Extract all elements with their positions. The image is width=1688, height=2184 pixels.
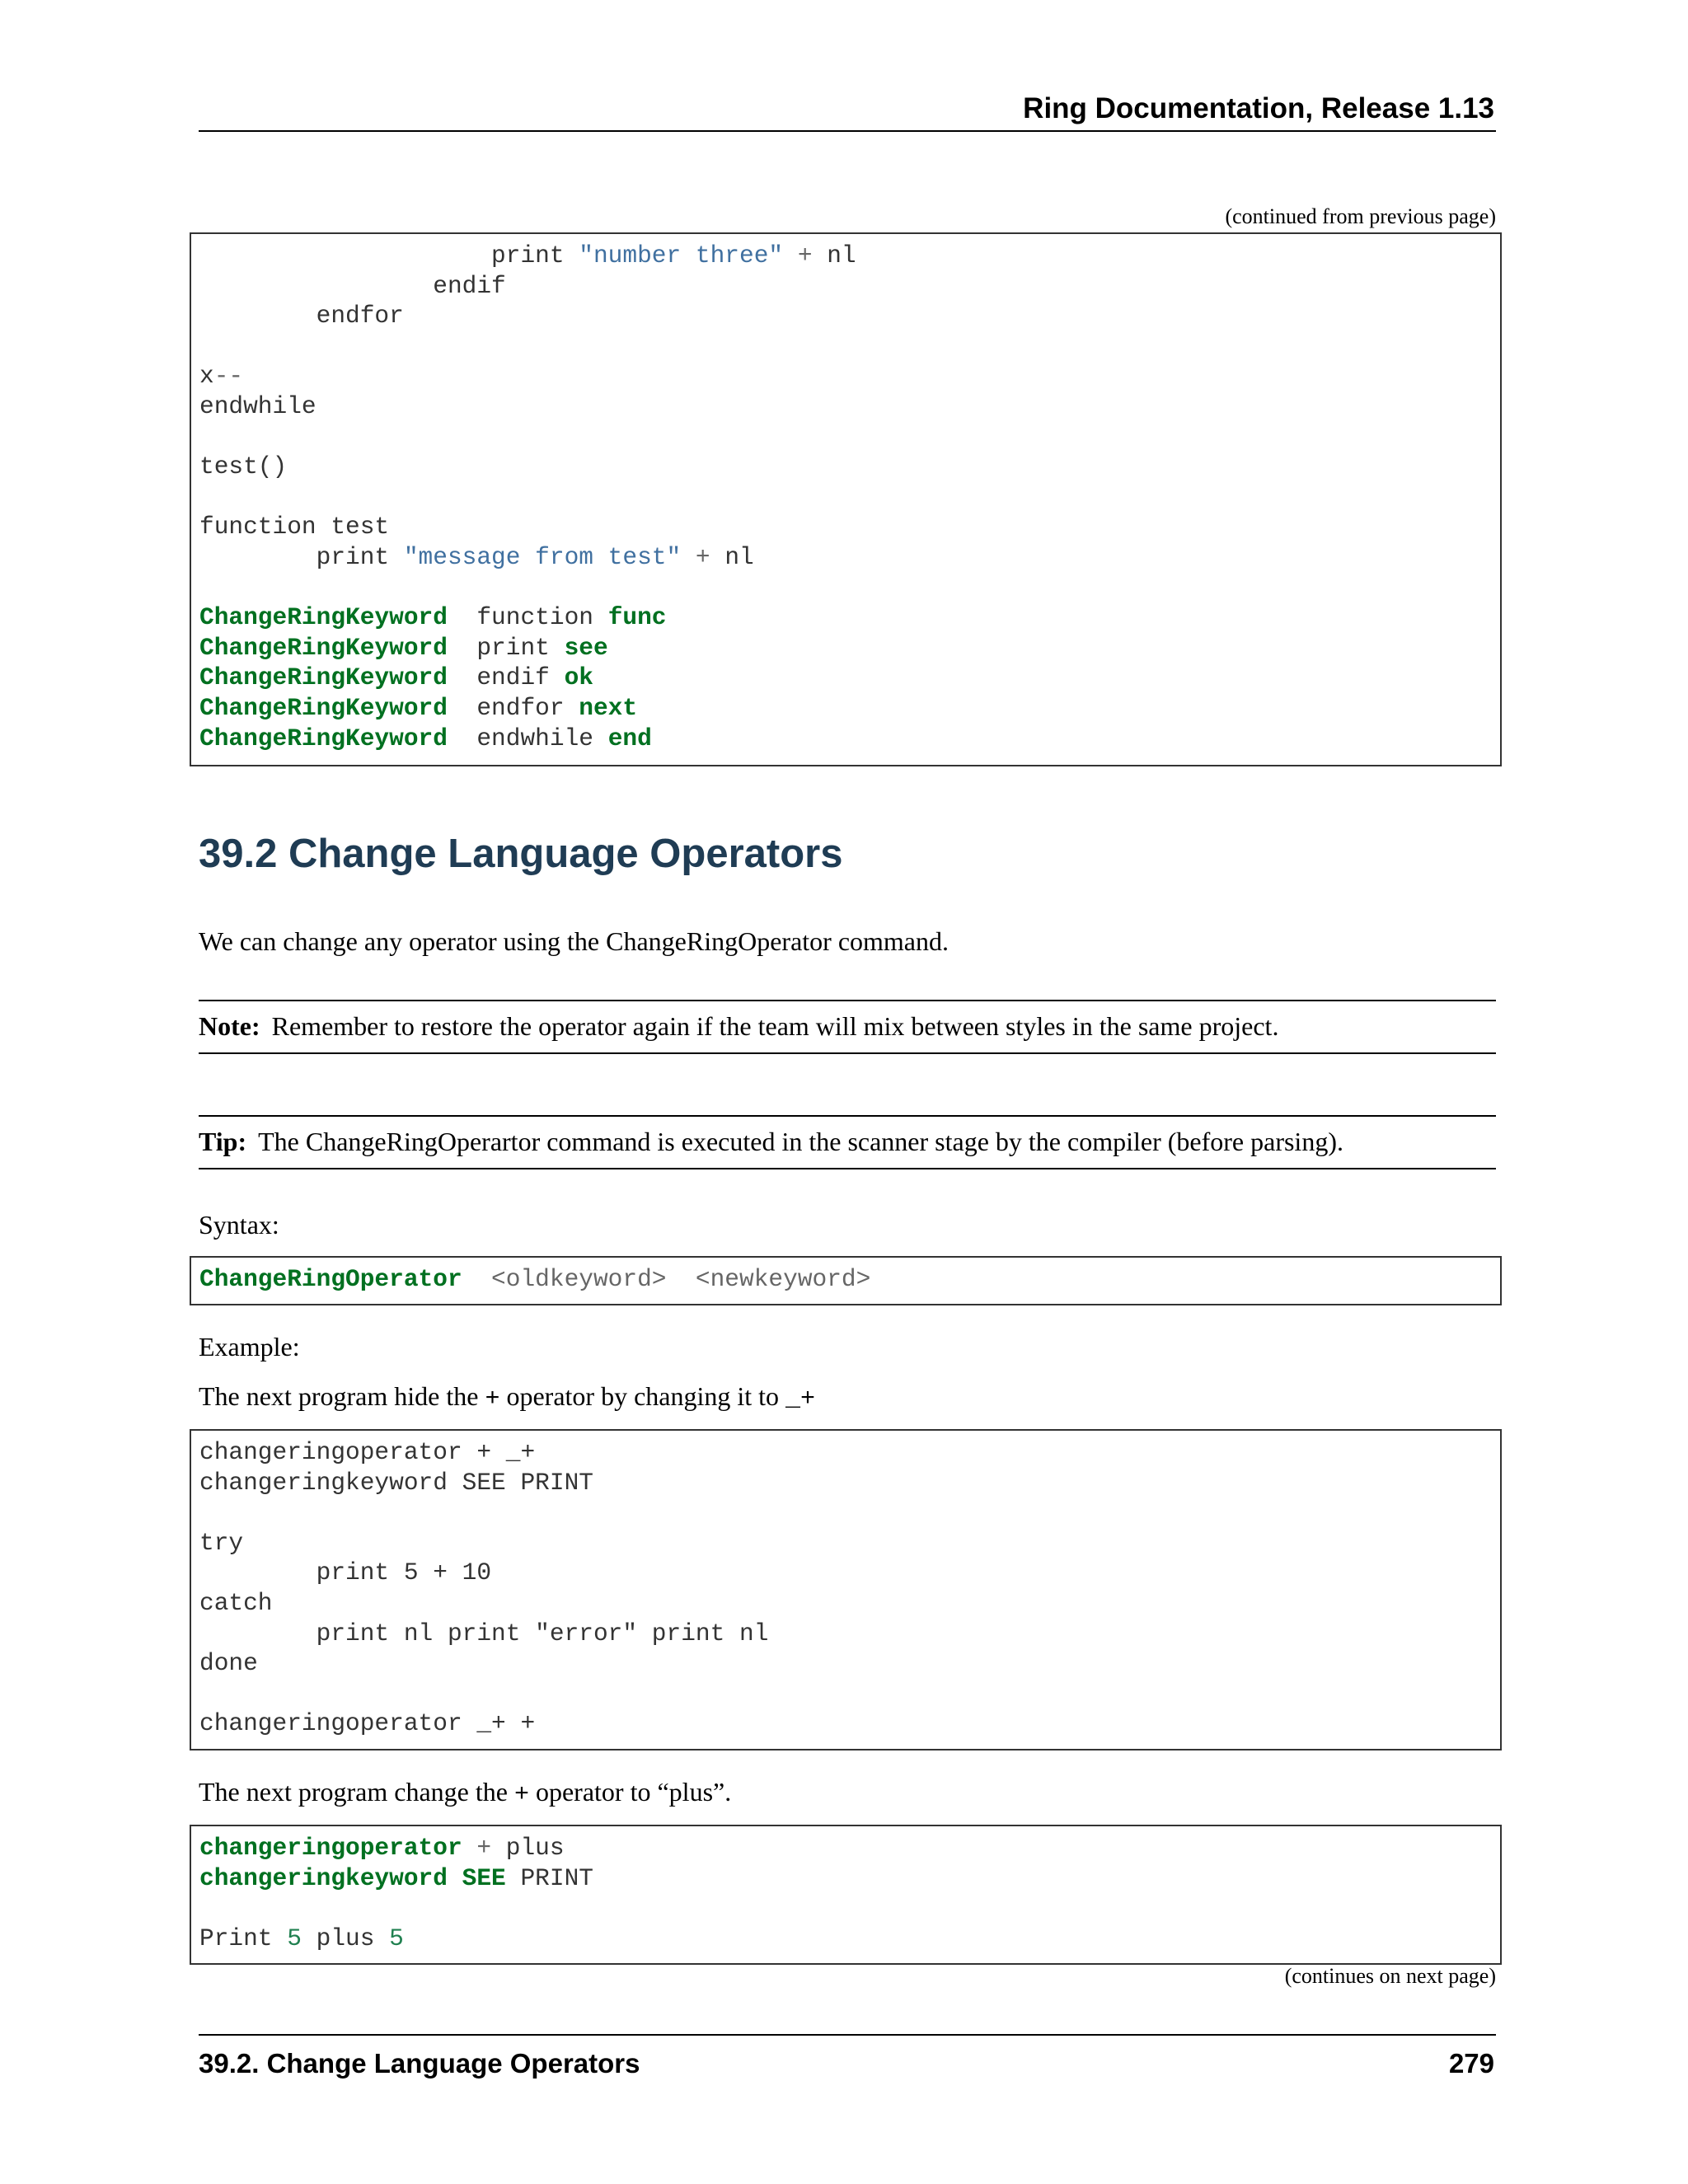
code-line <box>199 1924 1492 1954</box>
page-header <box>199 89 1496 132</box>
code-line <box>199 331 1492 362</box>
footer-section-title: 39.2. Change Language Operators <box>199 2048 640 2079</box>
code-line <box>199 301 1492 331</box>
plus-intro-paragraph: The next program change the + operator to “plus”. <box>199 1777 732 1809</box>
code-token: ok <box>564 663 593 692</box>
code-line <box>199 512 1492 542</box>
code-line <box>199 573 1492 603</box>
code-token: function test <box>199 513 390 541</box>
code-line <box>199 1528 1492 1558</box>
code-token: ChangeRingKeyword <box>199 603 448 632</box>
code-token: + <box>783 241 828 269</box>
code-token <box>448 1864 462 1892</box>
code-line <box>199 724 1492 754</box>
tip-text: The ChangeRingOperartor command is executed in the scanner stage by the compiler (before parsing). <box>258 1127 1343 1156</box>
code-line <box>199 482 1492 513</box>
code-line <box>199 271 1492 302</box>
code-block-keywords <box>190 232 1502 766</box>
code-block-hide-operator <box>190 1429 1502 1750</box>
code-token: function <box>447 603 608 632</box>
tip-admonition <box>199 1115 1496 1169</box>
code-line <box>199 542 1492 573</box>
code-token: done <box>199 1649 258 1678</box>
code-token: see <box>564 633 608 662</box>
code-token: catch <box>199 1588 273 1617</box>
code-token: Print <box>199 1924 288 1952</box>
code-token: print 5 + 10 <box>199 1558 492 1587</box>
code-token: ChangeRingKeyword <box>199 724 448 752</box>
code-token: SEE <box>462 1863 506 1892</box>
code-token: changeringoperator + _+ <box>199 1438 536 1466</box>
code-token: PRINT <box>505 1863 593 1892</box>
code-line <box>199 1863 1492 1894</box>
example-intro-paragraph: The next program hide the + operator by changing it to _+ <box>199 1381 816 1413</box>
code-token: + <box>681 542 725 571</box>
code-token: changeringkeyword SEE PRINT <box>199 1468 593 1497</box>
code-token: next <box>579 693 638 722</box>
code-block-syntax <box>190 1256 1502 1305</box>
code-token: print <box>199 241 579 269</box>
code-line <box>199 1893 1492 1924</box>
code-token: + <box>462 1834 506 1862</box>
code-token: <oldkeyword> <newkeyword> <box>462 1265 871 1293</box>
code-token: -- <box>213 362 244 391</box>
code-line <box>199 241 1492 271</box>
code-line <box>199 422 1492 452</box>
syntax-label: Syntax: <box>199 1210 279 1240</box>
code-token: changeringoperator <box>199 1834 462 1862</box>
code-line <box>199 633 1492 663</box>
code-line <box>199 1679 1492 1709</box>
code-line <box>199 361 1492 391</box>
page-footer <box>199 2034 1496 2085</box>
code-token: test() <box>199 452 288 481</box>
code-token: endwhile <box>447 724 608 752</box>
code-token: end <box>607 724 652 752</box>
section-heading: 39.2 Change Language Operators <box>199 832 843 876</box>
code-token: 5 <box>389 1924 404 1952</box>
code-line <box>199 1833 1492 1863</box>
code-line <box>199 1708 1492 1739</box>
code-token: "number three" <box>579 241 784 269</box>
code-line <box>199 1437 1492 1468</box>
code-token: plus <box>505 1834 565 1862</box>
note-label: Note: <box>199 1011 260 1041</box>
code-token: endfor <box>199 302 404 330</box>
code-block-plus-operator <box>190 1825 1502 1965</box>
code-line <box>199 1588 1492 1619</box>
code-token: changeringkeyword <box>199 1863 448 1892</box>
code-line <box>199 663 1492 693</box>
code-line <box>199 1497 1492 1528</box>
code-token: print <box>199 542 404 571</box>
code-line <box>199 602 1492 633</box>
code-token: endif <box>199 271 506 300</box>
code-token: nl <box>827 241 856 269</box>
code-token: "message from test" <box>403 542 682 571</box>
intro-paragraph: We can change any operator using the ChangeRingOperator command. <box>199 926 949 956</box>
code-line <box>199 452 1492 482</box>
document-title: Ring Documentation, Release 1.13 <box>1023 92 1494 124</box>
code-token: endfor <box>447 693 579 722</box>
code-token: changeringoperator _+ + <box>199 1709 536 1738</box>
code-token: func <box>607 603 667 632</box>
code-token: print nl print "error" print nl <box>199 1619 769 1647</box>
tip-label: Tip: <box>199 1127 247 1156</box>
continued-from-note: (continued from previous page) <box>1225 204 1496 228</box>
code-token: endif <box>447 663 565 692</box>
page-number: 279 <box>1448 2048 1494 2079</box>
code-token: ChangeRingOperator <box>199 1265 462 1293</box>
example-label: Example: <box>199 1332 300 1361</box>
code-line <box>199 1648 1492 1679</box>
note-text: Remember to restore the operator again if the team will mix between styles in the same project. <box>271 1011 1279 1041</box>
code-token: endwhile <box>199 391 316 420</box>
code-line <box>199 1558 1492 1588</box>
code-line <box>199 1468 1492 1498</box>
code-line <box>199 693 1492 724</box>
continues-next-note: (continues on next page) <box>1284 1964 1496 1988</box>
code-line <box>199 1264 1492 1295</box>
code-token: ChangeRingKeyword <box>199 663 448 692</box>
code-token: nl <box>724 542 754 571</box>
code-line <box>199 391 1492 422</box>
code-token: ChangeRingKeyword <box>199 633 448 662</box>
code-line <box>199 1619 1492 1649</box>
code-token: try <box>199 1528 244 1557</box>
code-token: print <box>447 633 565 662</box>
code-token: ChangeRingKeyword <box>199 693 448 722</box>
code-token: x <box>199 362 214 391</box>
code-token: 5 <box>287 1924 302 1952</box>
note-admonition <box>199 1000 1496 1054</box>
code-token: plus <box>301 1924 390 1952</box>
